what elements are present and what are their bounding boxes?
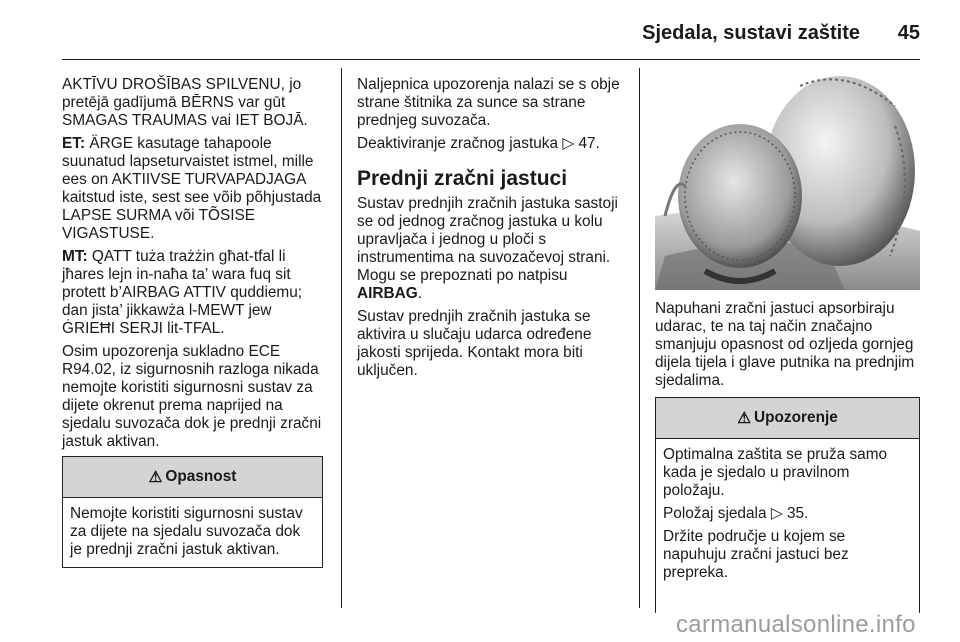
system-description-text: Sustav prednjih zračnih jastuka sastoji se od jednog zračnog jastuka u kolu upravljača i jednog u ploči s instrumentima na suvozačevoj strani. Mogu se prepoznati po natpisu: [357, 195, 618, 284]
column-divider-left: [341, 68, 342, 608]
danger-box: [62, 456, 323, 568]
paragraph-ece-note: Osim upozorenja sukladno ECE R94.02, iz sigurnosnih razloga nikada nemojte koristiti sigurnosni sustav za dijete okrenut prema naprijed na sjedalu suvozača dok je prednji zračni jastuk aktivan.: [62, 343, 322, 450]
warning-triangle-icon: ⚠: [148, 468, 163, 486]
page-header-title: Sjedala, sustavi zaštite: [642, 22, 860, 44]
warning-paragraph-1: Optimalna zaštita se pruža samo kada je sjedalo u pravilnom položaju.: [663, 446, 888, 499]
warning-box: [655, 397, 920, 613]
page-ref-link[interactable]: 47.: [578, 135, 600, 152]
paragraph-deactivation-ref: [357, 135, 627, 153]
column-1: [62, 76, 327, 456]
paragraph-et-text: ÄRGE kasutage tahapoole suunatud lapseturvaistet istmel, mille ees on AKTIIVSE TURVAPADJAGA kaitstud iste, sest see võib põhjustada LAPSE SURMA või TÕSISE VIGASTUSE.: [62, 135, 322, 242]
page-ref-arrow-icon: ▷: [562, 135, 575, 152]
warning-paragraph-3: Držite područje u kojem se napuhuju zračni jastuci bez prepreka.: [663, 528, 849, 581]
warning-triangle-icon: ⚠: [737, 409, 751, 427]
paragraph-et-warning: [62, 135, 327, 243]
paragraph-activation: Sustav prednjih zračnih jastuka se aktivira u slučaju udarca određene jakosti sprijeda. Kontakt mora biti uključen.: [357, 308, 592, 379]
deactivation-text: Deaktiviranje zračnog jastuka: [357, 135, 563, 152]
warning-box-body: [656, 439, 919, 593]
column-2: [357, 76, 627, 385]
danger-box-header: [63, 457, 322, 498]
warning-box-header: [656, 398, 919, 439]
airbag-label: AIRBAG: [357, 285, 418, 302]
driver-airbag-shape: [678, 124, 802, 268]
paragraph-mt-text: QATT tuża trażżin għat-tfal li jħares lejn in-naħa ta’ wara fuq sit protett b’AIRBAG ATTIV quddiemu; dan jista’ jikkawża l-MEWT jew ĠRIEĦI SERJI lit-TFAL.: [62, 248, 303, 337]
paragraph-lv-warning: AKTĪVU DROŠĪBAS SPILVENU, jo pretējā gadījumā BĒRNS var gūt SMAGAS TRAUMAS vai IET BOJĀ.: [62, 76, 308, 129]
section-title: Prednji zračni jastuci: [357, 167, 568, 190]
danger-box-body: Nemojte koristiti sigurnosni sustav za dijete na sjedalu suvozača dok je prednji zračni jastuk aktivan.: [70, 505, 303, 558]
warning-box-title: Upozorenje: [754, 409, 838, 426]
language-label-mt: MT:: [62, 248, 88, 265]
paragraph-airbag-effect: Napuhani zračni jastuci apsorbiraju udarac, te na taj način značajno smanjuju opasnost od ozljeda gornjeg dijela tijela i glave putnika na prednjim sjedalima.: [655, 300, 915, 389]
header-rule: [62, 59, 920, 60]
paragraph-mt-warning: [62, 248, 327, 338]
language-label-et: ET:: [62, 135, 86, 152]
danger-box-title: Opasnost: [165, 468, 237, 485]
airbag-illustration: [655, 66, 920, 290]
warning-paragraph-seat-ref: [663, 505, 912, 523]
seat-position-text: Položaj sjedala: [663, 505, 771, 522]
page-ref-arrow-icon: ▷: [770, 505, 783, 522]
period: .: [417, 285, 422, 302]
watermark: carmanualsonline.info: [676, 611, 916, 638]
page-number: 45: [897, 22, 920, 44]
paragraph-system-description: [357, 195, 627, 303]
page-ref-link[interactable]: 35.: [786, 505, 809, 522]
column-3: [655, 300, 923, 395]
column-divider-right: [639, 68, 640, 608]
paragraph-label-location: Naljepnica upozorenja nalazi se s obje strane štitnika za sunce sa strane prednjeg suvozača.: [357, 76, 620, 129]
